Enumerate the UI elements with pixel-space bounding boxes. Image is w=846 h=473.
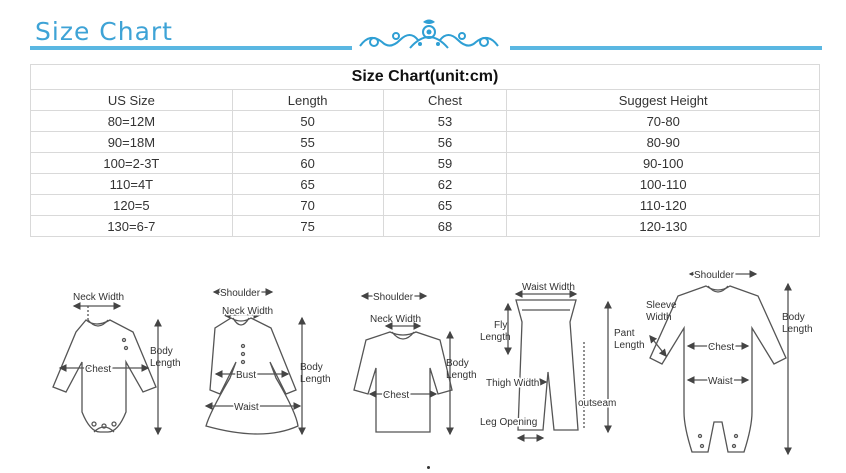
shirt-neck-width-label: Neck Width bbox=[370, 314, 422, 325]
dress-body-length-label bbox=[300, 362, 331, 385]
column-header: Length bbox=[232, 90, 383, 111]
table-cell: 65 bbox=[232, 174, 383, 195]
dress-bust-label: Bust bbox=[236, 370, 257, 381]
bodysuit-body-length-line2: Length bbox=[150, 358, 181, 369]
dress-neck-width-label: Neck Width bbox=[222, 306, 274, 317]
pants-pant-length-label bbox=[614, 328, 645, 351]
table-cell: 53 bbox=[383, 111, 507, 132]
shirt-body-length-label bbox=[446, 358, 477, 381]
romper-sleeve-width-line1: Sleeve bbox=[646, 300, 677, 311]
page-title: Size Chart bbox=[35, 17, 173, 46]
table-row bbox=[31, 216, 820, 237]
bodysuit-chest-label: Chest bbox=[85, 364, 112, 375]
pants-pant-length-line1: Pant bbox=[614, 328, 635, 339]
table-caption: Size Chart(unit:cm) bbox=[31, 65, 820, 90]
bodysuit-body-length-line1: Body bbox=[150, 346, 173, 357]
table-cell: 62 bbox=[383, 174, 507, 195]
table-cell: 90-100 bbox=[507, 153, 820, 174]
romper-body-length-line1: Body bbox=[782, 312, 805, 323]
table-cell: 80=12M bbox=[31, 111, 233, 132]
table-cell: 120-130 bbox=[507, 216, 820, 237]
measurement-diagrams bbox=[38, 262, 828, 467]
table-row bbox=[31, 111, 820, 132]
shirt-chest-label: Chest bbox=[383, 390, 410, 401]
table-row bbox=[31, 195, 820, 216]
pants-fly-length-line2: Length bbox=[480, 332, 511, 343]
table-cell: 100=2-3T bbox=[31, 153, 233, 174]
table-cell: 100-110 bbox=[507, 174, 820, 195]
dress-body-length-line2: Length bbox=[300, 374, 331, 385]
pants-outseam-label: outseam bbox=[578, 398, 617, 409]
table-row bbox=[31, 132, 820, 153]
romper-waist-label: Waist bbox=[708, 376, 733, 387]
column-header: Chest bbox=[383, 90, 507, 111]
table-cell: 60 bbox=[232, 153, 383, 174]
pants-pant-length-line2: Length bbox=[614, 340, 645, 351]
table-cell: 110=4T bbox=[31, 174, 233, 195]
romper-shoulder-label: Shoulder bbox=[694, 270, 735, 281]
table-cell: 70-80 bbox=[507, 111, 820, 132]
header-divider-right bbox=[510, 46, 822, 50]
table-cell: 56 bbox=[383, 132, 507, 153]
pants-thigh-width-label: Thigh Width bbox=[486, 378, 540, 389]
dot-marker bbox=[427, 466, 430, 469]
header-divider-left bbox=[30, 46, 352, 50]
table-cell: 50 bbox=[232, 111, 383, 132]
bodysuit-body-length-label bbox=[150, 346, 181, 369]
table-cell: 70 bbox=[232, 195, 383, 216]
table-cell: 120=5 bbox=[31, 195, 233, 216]
dress-waist-label: Waist bbox=[234, 402, 259, 413]
table-header-row bbox=[31, 90, 820, 111]
column-header: US Size bbox=[31, 90, 233, 111]
table-cell: 80-90 bbox=[507, 132, 820, 153]
romper-chest-label: Chest bbox=[708, 342, 735, 353]
pants-leg-opening-label: Leg Opening bbox=[480, 417, 538, 428]
romper-body-length-line2: Length bbox=[782, 324, 813, 335]
table-cell: 110-120 bbox=[507, 195, 820, 216]
dress-body-length-line1: Body bbox=[300, 362, 323, 373]
shirt-body-length-line2: Length bbox=[446, 370, 477, 381]
table-row bbox=[31, 174, 820, 195]
pants-fly-length-label bbox=[480, 320, 511, 343]
table-cell: 59 bbox=[383, 153, 507, 174]
table-cell: 90=18M bbox=[31, 132, 233, 153]
column-header: Suggest Height bbox=[507, 90, 820, 111]
table-row bbox=[31, 153, 820, 174]
shirt-body-length-line1: Body bbox=[446, 358, 469, 369]
dress-shoulder-label: Shoulder bbox=[220, 288, 261, 299]
table-cell: 55 bbox=[232, 132, 383, 153]
romper-sleeve-width-line2: Width bbox=[646, 312, 672, 323]
table-cell: 68 bbox=[383, 216, 507, 237]
romper-sleeve-width-label bbox=[646, 300, 677, 323]
pants-fly-length-line1: Fly bbox=[494, 320, 508, 331]
shirt-shoulder-label: Shoulder bbox=[373, 292, 414, 303]
bodysuit-neck-width-label: Neck Width bbox=[73, 292, 125, 303]
size-chart-table bbox=[30, 64, 820, 237]
pants-waist-width-label: Waist Width bbox=[522, 282, 575, 293]
romper-body-length-label bbox=[782, 312, 813, 335]
table-cell: 75 bbox=[232, 216, 383, 237]
ornament-icon bbox=[350, 18, 508, 56]
table-cell: 130=6-7 bbox=[31, 216, 233, 237]
table-cell: 65 bbox=[383, 195, 507, 216]
